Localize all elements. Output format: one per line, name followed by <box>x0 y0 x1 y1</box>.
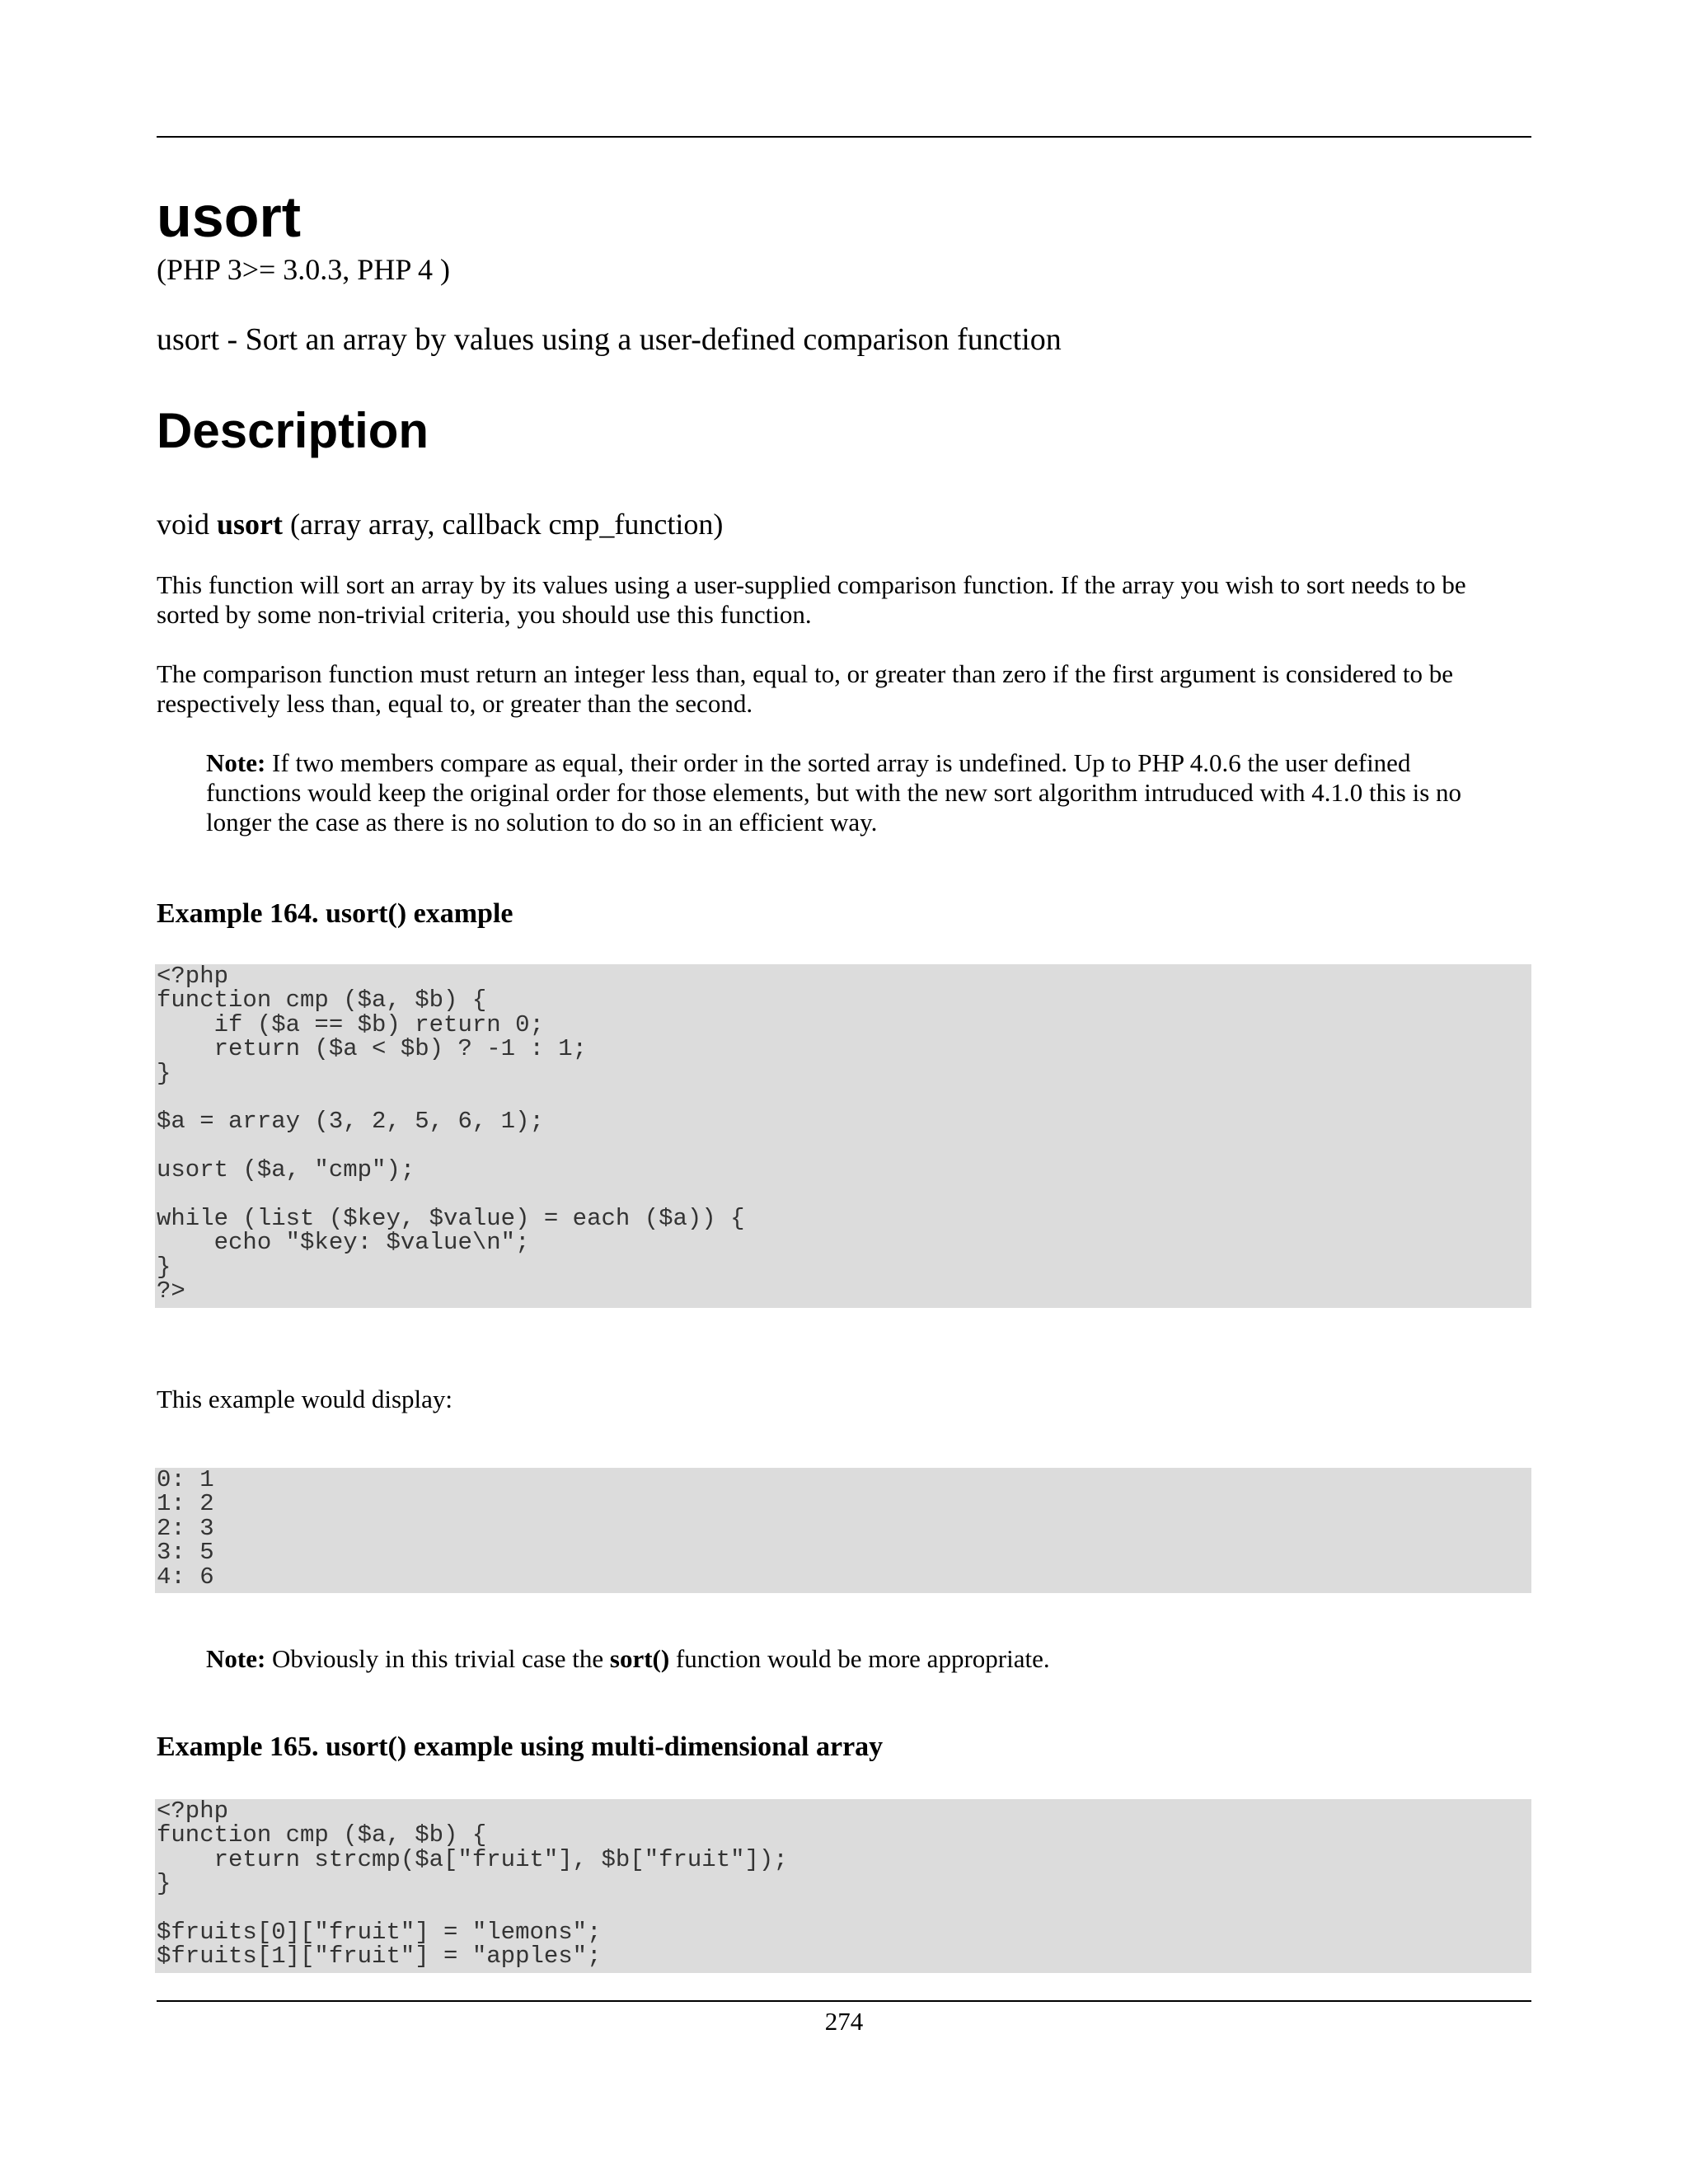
version-info: (PHP 3>= 3.0.3, PHP 4 ) <box>157 253 450 286</box>
example-164-title: Example 164. usort() example <box>157 898 513 929</box>
note-function-link: sort() <box>609 1644 670 1673</box>
section-heading-description: Description <box>157 403 429 458</box>
example-165-code: <?php function cmp ($a, $b) { return strcmp($a["fruit"], $b["fruit"]); } $fruits[0]["fruit"] = "lemons"; $fruits[1]["fruit"] = "apples"; <box>157 1797 788 1971</box>
example-164-code: <?php function cmp ($a, $b) { if ($a == $b) return 0; return ($a < $b) ? -1 : 1; } $a = array (3, 2, 5, 6, 1); usort ($a, "cmp"); while (list ($key, $value) = each ($a)) { echo "$key: $value\n"; } ?> <box>157 963 745 1305</box>
note-text: If two members compare as equal, their order in the sorted array is undefined. Up to PHP 4.0.6 the user defined functions would keep the original order for those elements, but with the new sort algorithm intruduced with 4.1.0 this is no longer the case as there is no solution to do so in an efficient way. <box>206 748 1462 837</box>
note-sort-stability <box>206 748 1482 837</box>
note-text-after: function would be more appropriate. <box>669 1644 1050 1673</box>
note-label: Note: <box>206 748 266 777</box>
description-paragraph-1: This function will sort an array by its values using a user-supplied comparison function. If the array you wish to sort needs to be sorted by some non-trivial criteria, you should use this function. <box>157 570 1466 629</box>
example-display-label: This example would display: <box>157 1385 453 1413</box>
header-rule <box>157 136 1531 138</box>
page-title: usort <box>157 185 301 249</box>
synopsis-params: (array array, callback cmp_function) <box>290 508 724 541</box>
synopsis-return-type: void <box>157 508 210 541</box>
note-label: Note: <box>206 1644 266 1673</box>
note-trivial-case <box>206 1644 1482 1674</box>
footer-rule <box>157 2000 1531 2002</box>
refname-summary: usort - Sort an array by values using a user-defined comparison function <box>157 322 1062 357</box>
example-164-code-block <box>155 964 1531 1308</box>
note-text-before: Obviously in this trivial case the <box>265 1644 610 1673</box>
example-165-code-block <box>155 1799 1531 1973</box>
example-164-output: 0: 1 1: 2 2: 3 3: 5 4: 6 <box>157 1466 214 1591</box>
example-165-title: Example 165. usort() example using multi-dimensional array <box>157 1732 884 1762</box>
synopsis-function-name: usort <box>217 508 284 541</box>
example-164-output-block <box>155 1468 1531 1593</box>
description-paragraph-2: The comparison function must return an integer less than, equal to, or greater than zero if the first argument is considered to be respectively less than, equal to, or greater than the second. <box>157 659 1454 718</box>
function-synopsis <box>157 507 723 542</box>
document-page <box>157 0 1531 2184</box>
page-number: 274 <box>824 2007 864 2036</box>
